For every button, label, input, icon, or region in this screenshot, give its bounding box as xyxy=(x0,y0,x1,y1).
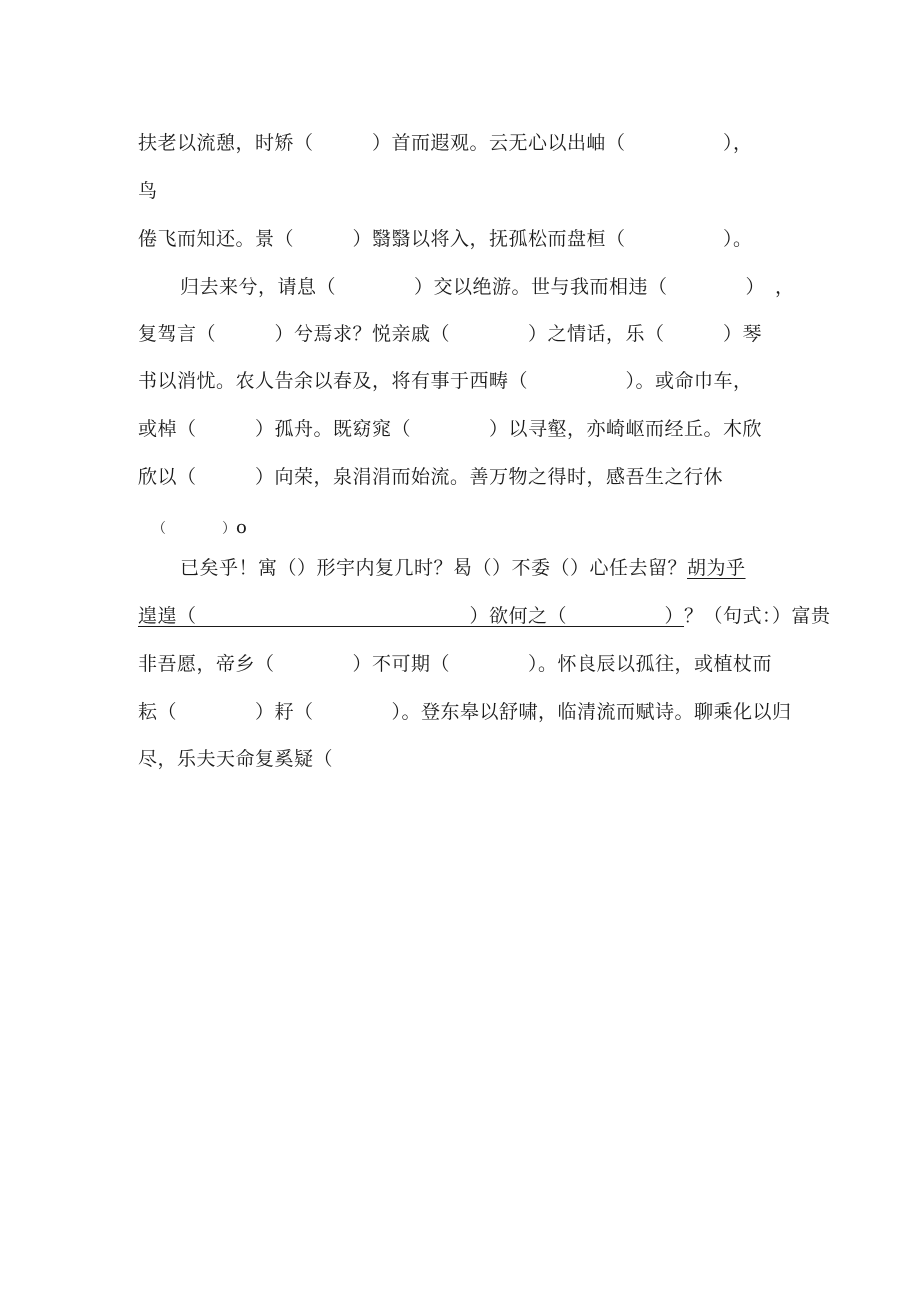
text-line-13: 耘（ ）耔（ ）。登东皋以舒啸，临清流而赋诗。聊乘化以归 xyxy=(138,701,792,723)
paragraph-3-line-1 xyxy=(180,556,746,580)
text-line-14: 尽，乐夫天命复奚疑（ xyxy=(138,748,334,770)
text-line-1: 扶老以流憩，时矫（ ）首而遐观。云无心以出岫（ ）， xyxy=(138,132,753,154)
text-line-9 xyxy=(152,519,247,538)
text-line-11-rest: ？（句式：）富贵 xyxy=(684,605,831,627)
text-line-12: 非吾愿，帝乡（ ）不可期（ ）。怀良辰以孤往，或植杖而 xyxy=(138,653,773,675)
text-line-3: 倦飞而知还。景（ ）翳翳以将入，抚孤松而盘桓（ ）。 xyxy=(138,228,753,250)
text-line-8: 欣以（ ）向荣，泉涓涓而始流。善万物之得时，感吾生之行休 xyxy=(138,466,724,488)
paragraph-3-line-1-text: 已矣乎！寓（）形宇内复几时？曷（）不委（）心任去留？ xyxy=(180,557,688,579)
underlined-phrase-end: 遑遑（ ）欲何之（ ） xyxy=(138,605,685,627)
period-mark: o xyxy=(236,517,247,538)
text-line-2: 鸟 xyxy=(138,180,158,202)
small-parentheses: （ ） xyxy=(152,521,236,537)
paragraph-2-line-1: 归去来兮，请息（ ）交以绝游。世与我而相违（ ） ， xyxy=(180,276,795,298)
underlined-phrase-start: 胡为乎 xyxy=(687,557,746,579)
text-line-11 xyxy=(138,604,831,628)
text-line-5: 复驾言（ ）兮焉求？悦亲戚（ ）之情话，乐（ ）琴 xyxy=(138,323,763,345)
text-line-6: 书以消忧。农人告余以春及，将有事于西畴（ ）。或命巾车， xyxy=(138,370,753,392)
text-line-7: 或棹（ ）孤舟。既窈窕（ ）以寻壑，亦崎岖而经丘。木欣 xyxy=(138,418,763,440)
